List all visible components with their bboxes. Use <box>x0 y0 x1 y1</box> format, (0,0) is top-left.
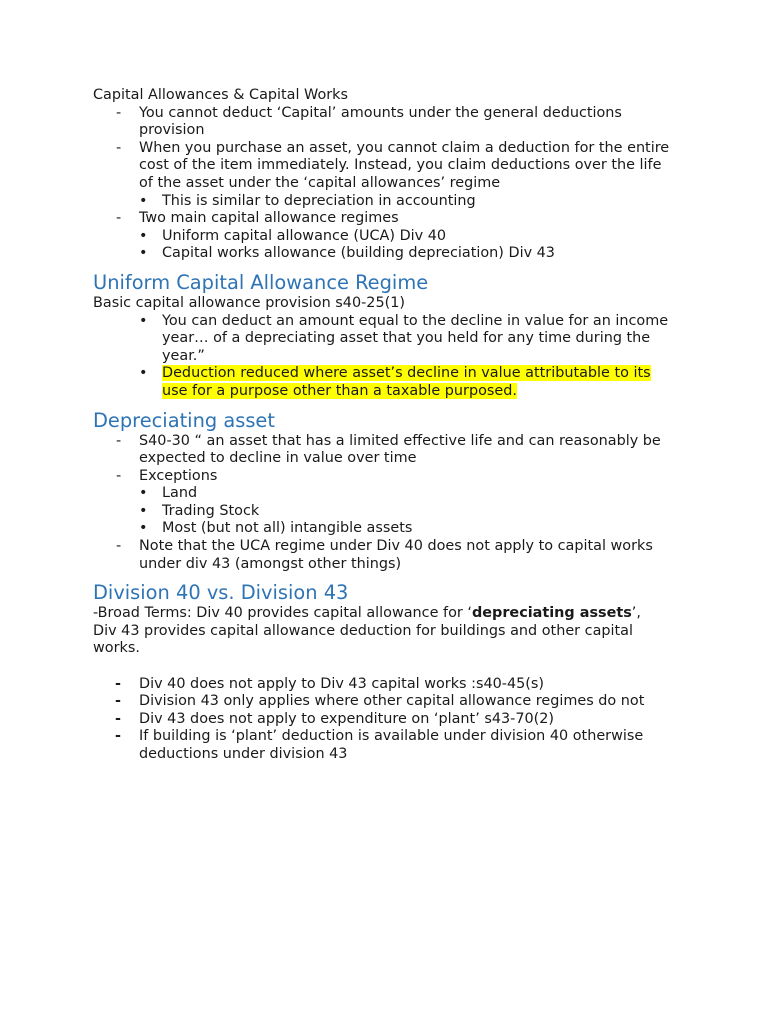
list-item-text: Exceptions <box>139 467 218 484</box>
division-list <box>93 676 678 764</box>
intro-list <box>93 105 678 263</box>
list-item-text: You cannot deduct ‘Capital’ amounts under the general deductions provision <box>139 104 622 139</box>
list-item <box>93 105 678 140</box>
list-item-text: Capital works allowance (building depreciation) Div 43 <box>162 245 555 262</box>
list-item-text: Two main capital allowance regimes <box>139 210 399 227</box>
list-item <box>93 433 678 468</box>
bullet-marker: • <box>139 365 148 382</box>
list-item-text: Uniform capital allowance (UCA) Div 40 <box>162 227 447 244</box>
list-item-text: Div 40 does not apply to Div 43 capital works :s40-45(s) <box>139 675 544 692</box>
bullet-marker: • <box>139 312 148 329</box>
dash-marker: - <box>115 710 121 727</box>
bullet-marker: • <box>139 192 148 209</box>
division-para-1-bold: depreciating assets <box>471 605 632 622</box>
dash-marker: - <box>115 675 121 692</box>
list-item <box>93 711 678 729</box>
list-item <box>93 538 678 573</box>
intro-section <box>93 87 678 263</box>
uca-section <box>93 271 678 401</box>
bullet-marker: • <box>139 485 148 502</box>
division-heading: Division 40 vs. Division 43 <box>93 581 349 605</box>
dash-marker: - <box>116 210 122 227</box>
list-item <box>93 245 678 263</box>
division-para-2: Div 43 provides capital allowance deduction for buildings and other capital works. <box>93 622 633 657</box>
list-item <box>93 228 678 246</box>
division-para-1 <box>93 605 678 623</box>
list-item-text: If building is ‘plant’ deduction is available under division 40 otherwise deductions under division 43 <box>139 728 644 762</box>
list-item <box>93 503 678 521</box>
dash-marker: - <box>115 693 121 710</box>
uca-list <box>93 313 678 401</box>
list-item <box>93 520 678 538</box>
list-item <box>93 693 678 711</box>
list-item-text: Trading Stock <box>162 502 260 519</box>
list-item <box>93 193 678 211</box>
list-item-text: Land <box>162 485 198 502</box>
division-para-1-post: ’, <box>631 605 641 622</box>
bullet-marker: • <box>139 227 148 244</box>
list-item-text: When you purchase an asset, you cannot claim a deduction for the entire cost of the item immediately. Instead, you claim deductions over the life of the asset under the ‘capital allowances’ regime <box>139 139 670 191</box>
list-item-text: Division 43 only applies where other capital allowance regimes do not <box>139 693 645 710</box>
list-item <box>93 210 678 228</box>
depreciating-section <box>93 409 678 574</box>
list-item <box>93 140 678 193</box>
dash-marker: - <box>116 538 122 555</box>
list-item-text: You can deduct an amount equal to the decline in value for an income year… of a depreciating asset that you held for any time during the year.” <box>162 312 669 364</box>
list-item <box>93 485 678 503</box>
division-section <box>93 581 678 763</box>
dash-marker: - <box>115 728 121 745</box>
bullet-marker: • <box>139 245 148 262</box>
division-para-1-pre: -Broad Terms: Div 40 provides capital allowance for ‘ <box>93 605 472 622</box>
dash-marker: - <box>116 432 122 449</box>
list-item <box>93 365 678 400</box>
list-item <box>93 728 678 763</box>
list-item <box>93 676 678 694</box>
depreciating-heading: Depreciating asset <box>93 408 275 432</box>
intro-title: Capital Allowances & Capital Works <box>93 87 348 103</box>
uca-heading: Uniform Capital Allowance Regime <box>93 270 429 294</box>
dash-marker: - <box>116 467 122 484</box>
list-item-text: S40-30 “ an asset that has a limited effective life and can reasonably be expected to decline in value over time <box>139 432 661 467</box>
list-item-text: Deduction reduced where asset’s decline in value attributable to its use for a purpose other than a taxable purposed. <box>162 365 651 399</box>
list-item-text: Note that the UCA regime under Div 40 does not apply to capital works under div 43 (amongst other things) <box>139 538 653 572</box>
dash-marker: - <box>116 139 122 156</box>
bullet-marker: • <box>139 520 148 537</box>
uca-subtitle: Basic capital allowance provision s40-25(1) <box>93 294 405 311</box>
dash-marker: - <box>116 104 122 121</box>
list-item-text: Div 43 does not apply to expenditure on ‘plant’ s43-70(2) <box>139 710 555 727</box>
list-item-text: This is similar to depreciation in accounting <box>162 192 476 209</box>
depreciating-list <box>93 433 678 574</box>
list-item <box>93 468 678 486</box>
list-item-text: Most (but not all) intangible assets <box>162 520 413 537</box>
list-item <box>93 313 678 366</box>
bullet-marker: • <box>139 502 148 519</box>
